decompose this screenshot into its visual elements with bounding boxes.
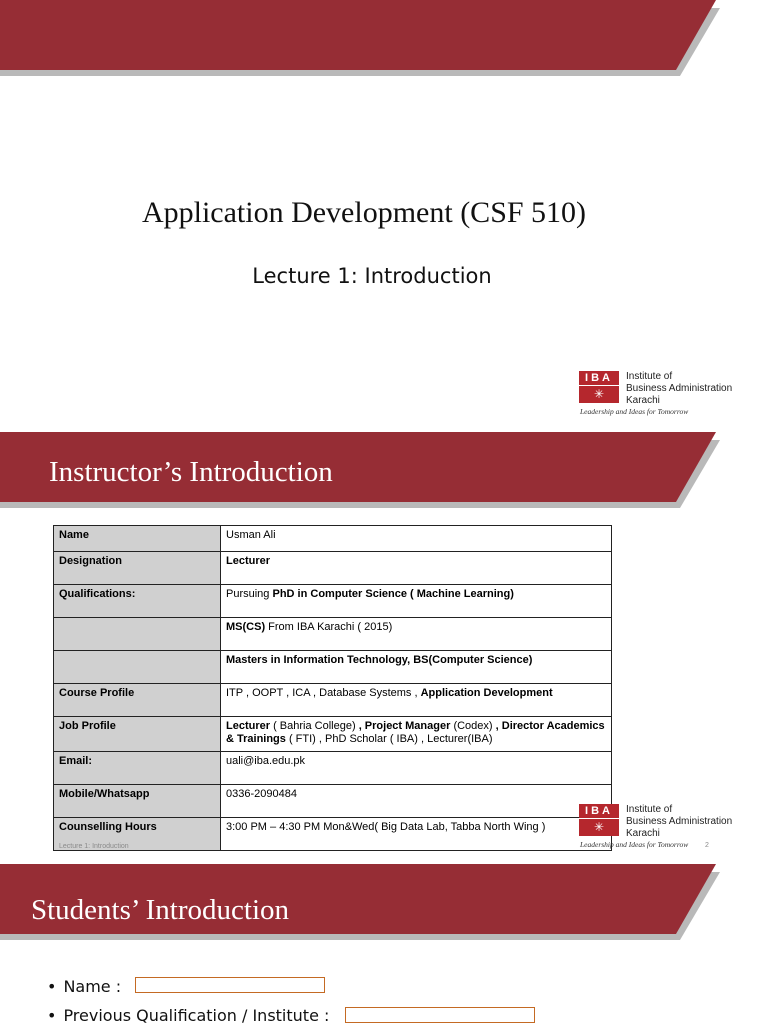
row-value: MS(CS) From IBA Karachi ( 2015): [221, 618, 612, 651]
title-slide: [0, 0, 768, 432]
students-slide: [0, 864, 768, 1024]
star-icon: ✳: [593, 820, 605, 834]
page-number: 2: [705, 842, 709, 849]
qualification-input-box[interactable]: [345, 1007, 535, 1023]
bullet-item: [47, 977, 121, 996]
row-label: [54, 651, 221, 684]
row-label: Qualifications:: [54, 585, 221, 618]
table-row: [54, 585, 612, 618]
row-label: Job Profile: [54, 717, 221, 752]
row-value: Usman Ali: [221, 526, 612, 552]
bullet-icon: •: [47, 977, 57, 996]
row-value: Masters in Information Technology, BS(Computer Science): [221, 651, 612, 684]
table-row: [54, 785, 612, 818]
table-row: [54, 618, 612, 651]
row-value: ITP , OOPT , ICA , Database Systems , Application Development: [221, 684, 612, 717]
slide-footer: Lecture 1: Introduction: [59, 843, 129, 850]
top-banner: [0, 0, 768, 80]
row-value: Lecturer ( Bahria College) , Project Manager (Codex) , Director Academics & Trainings ( FTI) , PhD Scholar ( IBA) , Lecturer(IBA): [221, 717, 612, 752]
row-label: Name: [54, 526, 221, 552]
iba-logo: [579, 804, 749, 850]
row-label: Course Profile: [54, 684, 221, 717]
row-label: Counselling Hours: [54, 818, 221, 851]
row-value: 3:00 PM – 4:30 PM Mon&Wed( Big Data Lab, Tabba North Wing ): [221, 818, 612, 851]
row-label: [54, 618, 221, 651]
row-value: 0336-2090484: [221, 785, 612, 818]
slide-banner: [0, 432, 768, 512]
row-value: uali@iba.edu.pk: [221, 752, 612, 785]
star-icon: ✳: [593, 387, 605, 401]
presentation-subtitle: Lecture 1: Introduction: [252, 264, 492, 288]
row-value: Pursuing PhD in Computer Science ( Machine Learning): [221, 585, 612, 618]
slide-banner: [0, 864, 768, 944]
row-label: Email:: [54, 752, 221, 785]
presentation-title: Application Development (CSF 510): [141, 196, 587, 229]
row-label: Mobile/Whatsapp: [54, 785, 221, 818]
table-row: [54, 552, 612, 585]
iba-logo-mark: IBA ✳: [579, 804, 619, 836]
iba-logo-name: Institute of Business Administration Karachi: [626, 371, 733, 406]
bullet-label: Previous Qualification / Institute :: [63, 1006, 330, 1024]
slide-title: Students’ Introduction: [31, 894, 290, 926]
name-input-box[interactable]: [135, 977, 325, 993]
table-row: [54, 651, 612, 684]
table-row: [54, 818, 612, 851]
slide-title: Instructor’s Introduction: [49, 456, 333, 488]
bullet-item: [47, 1006, 329, 1024]
table-row: [54, 526, 612, 552]
bullet-label: Name :: [63, 977, 122, 996]
table-row: [54, 752, 612, 785]
table-row: [54, 717, 612, 752]
iba-logo-mark: IBA ✳: [579, 371, 619, 403]
iba-logo-tagline: Leadership and Ideas for Tomorrow: [580, 407, 689, 416]
iba-logo: [579, 371, 749, 417]
banner-shape: [0, 0, 716, 70]
instructor-slide: [0, 432, 768, 864]
bullet-icon: •: [47, 1006, 57, 1024]
instructor-info-table: [53, 525, 612, 851]
row-label: Designation: [54, 552, 221, 585]
iba-logo-tagline: Leadership and Ideas for Tomorrow: [580, 840, 689, 849]
table-row: [54, 684, 612, 717]
row-value: Lecturer: [221, 552, 612, 585]
iba-logo-name: Institute of Business Administration Karachi: [626, 804, 733, 839]
